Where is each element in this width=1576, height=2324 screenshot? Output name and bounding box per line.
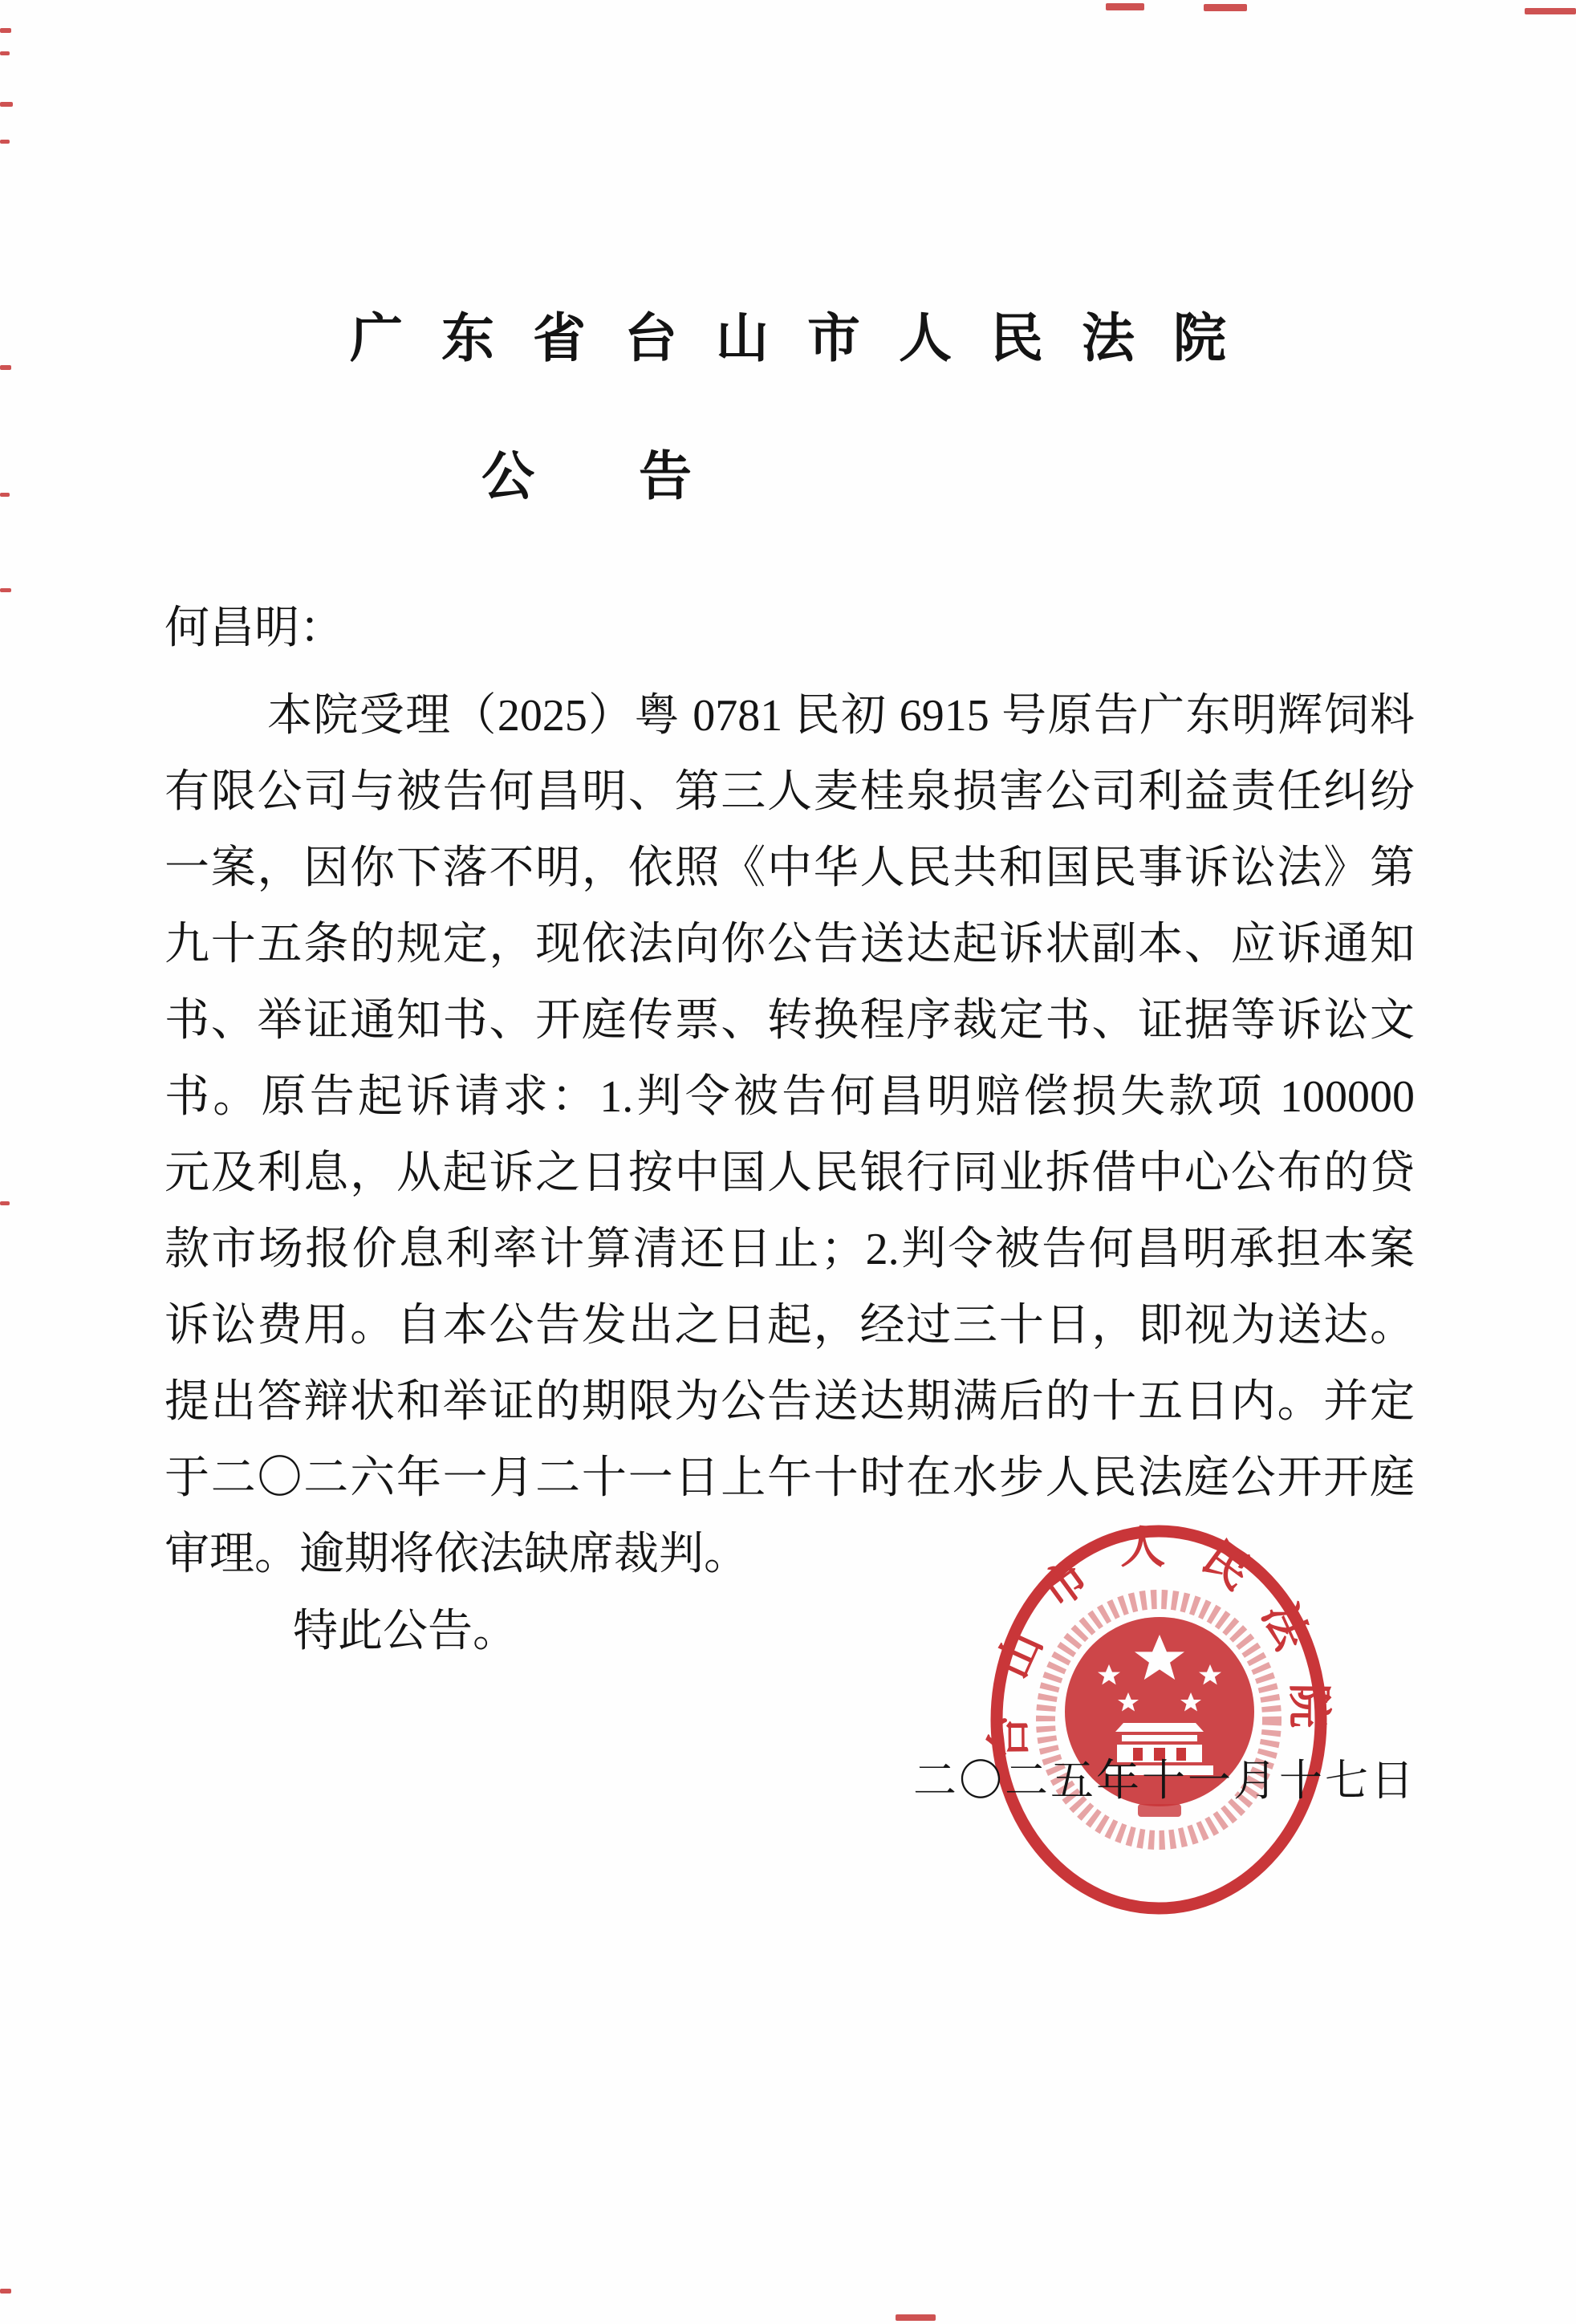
body-line: 一案，因你下落不明，依照《中华人民共和国民事诉讼法》第: [165, 843, 1415, 893]
announcement-body: [165, 678, 1415, 1593]
seal-arc-textpath: 台山市人民法院: [984, 1523, 1334, 1761]
red-edge-mark: [1106, 3, 1144, 10]
body-line: 书、举证通知书、开庭传票、转换程序裁定书、证据等诉讼文: [165, 996, 1415, 1046]
body-line: 款市场报价息利率计算清还日止；2.判令被告何昌明承担本案: [165, 1225, 1415, 1274]
red-edge-mark: [0, 102, 13, 107]
document-title: 公 告: [481, 448, 717, 506]
body-line: 九十五条的规定，现依法向你公告送达起诉状副本、应诉通知: [165, 920, 1415, 969]
body-line: 于二〇二六年一月二十一日上午十时在水步人民法庭公开开庭: [165, 1453, 1415, 1503]
red-edge-mark: [0, 28, 11, 33]
red-edge-mark: [0, 140, 10, 144]
body-line: 本院受理（2025）粤 0781 民初 6915 号原告广东明辉饲料: [267, 691, 1416, 741]
body-line: 提出答辩状和举证的期限为公告送达期满后的十五日内。并定: [165, 1377, 1415, 1427]
official-court-seal: [981, 1522, 1338, 1919]
red-edge-mark: [1525, 8, 1576, 14]
body-line: 有限公司与被告何昌明、第三人麦桂泉损害公司利益责任纠纷: [165, 767, 1415, 817]
red-edge-mark: [896, 2314, 936, 2321]
body-line: 诉讼费用。自本公告发出之日起，经过三十日，即视为送达。: [165, 1301, 1415, 1351]
red-edge-mark: [0, 588, 11, 592]
closing-statement: 特此公告。: [293, 1607, 518, 1656]
red-edge-mark: [0, 493, 10, 497]
red-edge-mark: [1204, 4, 1247, 11]
announcement-date: 二〇二五年十一月十七日: [913, 1757, 1416, 1805]
red-edge-mark: [0, 2289, 11, 2294]
red-edge-mark: [0, 1201, 10, 1205]
recipient-name: 何昌明：: [165, 603, 344, 653]
body-line: 审理。逾期将依法缺席裁判。: [165, 1530, 749, 1579]
court-seal-graphic: [981, 1522, 1338, 1919]
body-line: 元及利息，从起诉之日按中国人民银行同业拆借中心公布的贷: [165, 1148, 1415, 1198]
court-name-title: 广东省台山市人民法院: [350, 310, 1265, 368]
red-edge-mark: [0, 51, 10, 55]
body-line: 书。原告起诉请求：1.判令被告何昌明赔偿损失款项 100000: [165, 1072, 1415, 1122]
